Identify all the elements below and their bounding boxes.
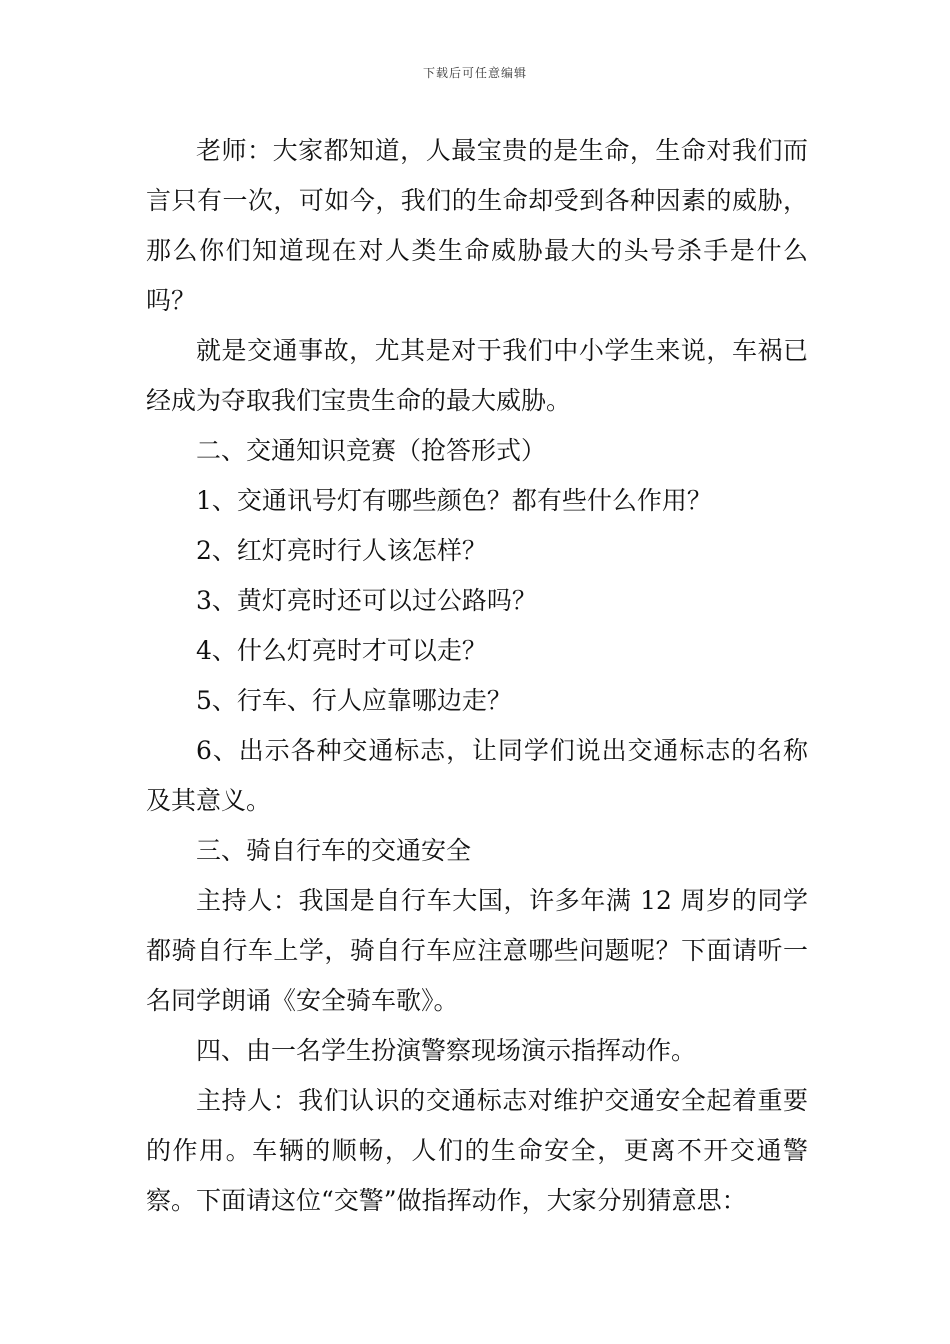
quiz-question-4: 4、什么灯亮时才可以走？ [196,636,487,665]
quiz-question-5: 5、行车、行人应靠哪边走？ [196,686,512,715]
paragraph-host-bicycle: 主持人：我国是自行车大国，许多年满 12 周岁的同学都骑自行车上学，骑自行车应注意哪些问题呢？下面请听一名同学朗诵《安全骑车歌》。 [146,886,808,1015]
page-header: 下载后可任意编辑 [422,66,527,80]
quiz-question-2: 2、红灯亮时行人该怎样？ [196,536,487,565]
section-heading-bicycle: 三、骑自行车的交通安全 [196,836,472,865]
quiz-question-6: 6、出示各种交通标志，让同学们说出交通标志的名称及其意义。 [146,736,808,815]
paragraph-teacher-intro: 老师：大家都知道，人最宝贵的是生命，生命对我们而言只有一次，可如今，我们的生命却受到各种因素的威胁，那么你们知道现在对人类生命威胁最大的头号杀手是什么吗？ [146,136,808,315]
paragraph-host-police: 主持人：我们认识的交通标志对维护交通安全起着重要的作用。车辆的顺畅，人们的生命安全，更离不开交通警察。下面请这位“交警”做指挥动作，大家分别猜意思： [146,1086,808,1215]
quiz-question-3: 3、黄灯亮时还可以过公路吗？ [196,586,537,615]
paragraph-traffic-accident: 就是交通事故，尤其是对于我们中小学生来说，车祸已经成为夺取我们宝贵生命的最大威胁。 [146,336,808,415]
document-body [146,126,808,1226]
section-heading-quiz: 二、交通知识竞赛（抢答形式） [196,436,547,465]
quiz-question-1: 1、交通讯号灯有哪些颜色？都有些什么作用？ [196,486,712,515]
section-heading-police: 四、由一名学生扮演警察现场演示指挥动作。 [196,1036,697,1065]
